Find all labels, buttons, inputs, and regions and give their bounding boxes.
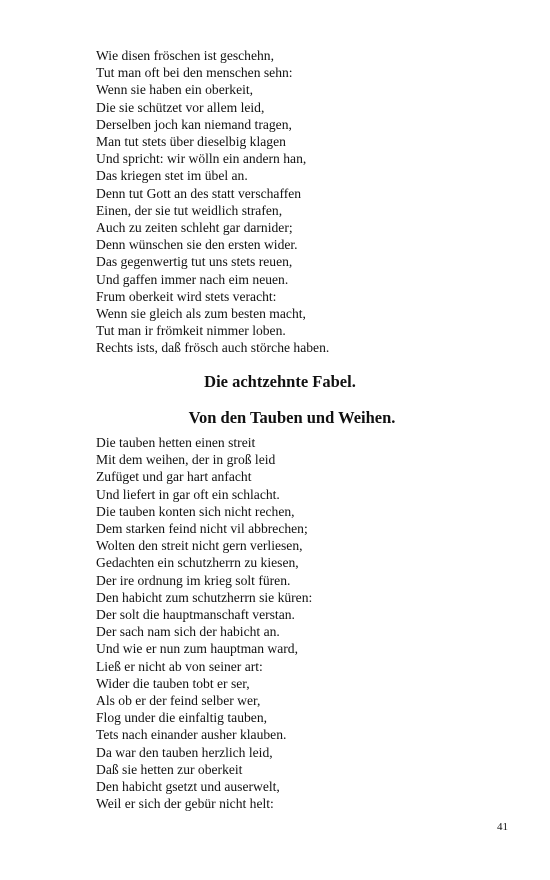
- verse-line: Zufüget und gar hart anfacht: [96, 469, 252, 485]
- verse-line: Denn wünschen sie den ersten wider.: [96, 237, 298, 253]
- verse-line: Tets nach einander ausher klauben.: [96, 727, 287, 743]
- verse-line: Wenn sie haben ein oberkeit,: [96, 82, 254, 98]
- verse-line: Der solt die hauptmanschaft verstan.: [96, 607, 295, 623]
- verse-line: Dem starken feind nicht vil abbrechen;: [96, 521, 308, 537]
- verse-line: Einen, der sie tut weidlich strafen,: [96, 202, 283, 218]
- verse-line: Und liefert in gar oft ein schlacht.: [96, 486, 280, 502]
- verse-line: Der sach nam sich der habicht an.: [96, 624, 280, 640]
- verse-line: Die tauben konten sich nicht rechen,: [96, 503, 295, 519]
- verse-block-fable: [96, 434, 312, 812]
- verse-line: Flog under die einfaltig tauben,: [96, 710, 268, 726]
- verse-line: Das gegenwertig tut uns stets reuen,: [96, 254, 293, 270]
- verse-line: Die sie schützet vor allem leid,: [96, 99, 265, 115]
- verse-line: Wolten den streit nicht gern verliesen,: [96, 538, 303, 554]
- verse-line: Wie disen fröschen ist geschehn,: [96, 48, 275, 63]
- page-number: 41: [497, 821, 508, 833]
- verse-line: Ließ er nicht ab von seiner art:: [96, 658, 263, 674]
- verse-line: Und gaffen immer nach eim neuen.: [96, 271, 289, 287]
- verse-line: Den habicht gsetzt und auserwelt,: [96, 779, 280, 795]
- verse-line: Wenn sie gleich als zum besten macht,: [96, 306, 306, 322]
- verse-line: Wider die tauben tobt er ser,: [96, 675, 250, 691]
- verse-line: Tut man oft bei den menschen sehn:: [96, 65, 293, 81]
- verse-line: Da war den tauben herzlich leid,: [96, 744, 273, 760]
- verse-line: Derselben joch kan niemand tragen,: [96, 116, 292, 132]
- verse-line: Die tauben hetten einen streit: [96, 435, 256, 450]
- verse-line: Und spricht: wir wölln ein andern han,: [96, 151, 307, 167]
- verse-line: Frum oberkeit wird stets veracht:: [96, 288, 277, 304]
- verse-line: Man tut stets über dieselbig klagen: [96, 134, 286, 150]
- verse-line: Mit dem weihen, der in groß leid: [96, 452, 276, 468]
- verse-line: Daß sie hetten zur oberkeit: [96, 761, 243, 777]
- fable-subtitle: Von den Tauben und Weihen.: [188, 408, 396, 427]
- verse-line: Gedachten ein schutzherrn zu kiesen,: [96, 555, 299, 571]
- verse-line: Rechts ists, daß frösch auch störche haben.: [96, 340, 330, 356]
- verse-line: Der ire ordnung im krieg solt füren.: [96, 572, 291, 588]
- verse-line: Auch zu zeiten schleht gar darnider;: [96, 220, 293, 236]
- verse-line: Denn tut Gott an des statt verschaffen: [96, 185, 302, 201]
- fable-title: Die achtzehnte Fabel.: [204, 372, 356, 391]
- verse-block-moral: [96, 47, 329, 357]
- verse-line: Als ob er der feind selber wer,: [96, 693, 261, 709]
- verse-line: Das kriegen stet im übel an.: [96, 168, 248, 184]
- verse-line: Tut man ir frömkeit nimmer loben.: [96, 323, 286, 339]
- verse-line: Weil er sich der gebür nicht helt:: [96, 796, 274, 812]
- verse-line: Den habicht zum schutzherrn sie küren:: [96, 589, 313, 605]
- verse-line: Und wie er nun zum hauptman ward,: [96, 641, 298, 657]
